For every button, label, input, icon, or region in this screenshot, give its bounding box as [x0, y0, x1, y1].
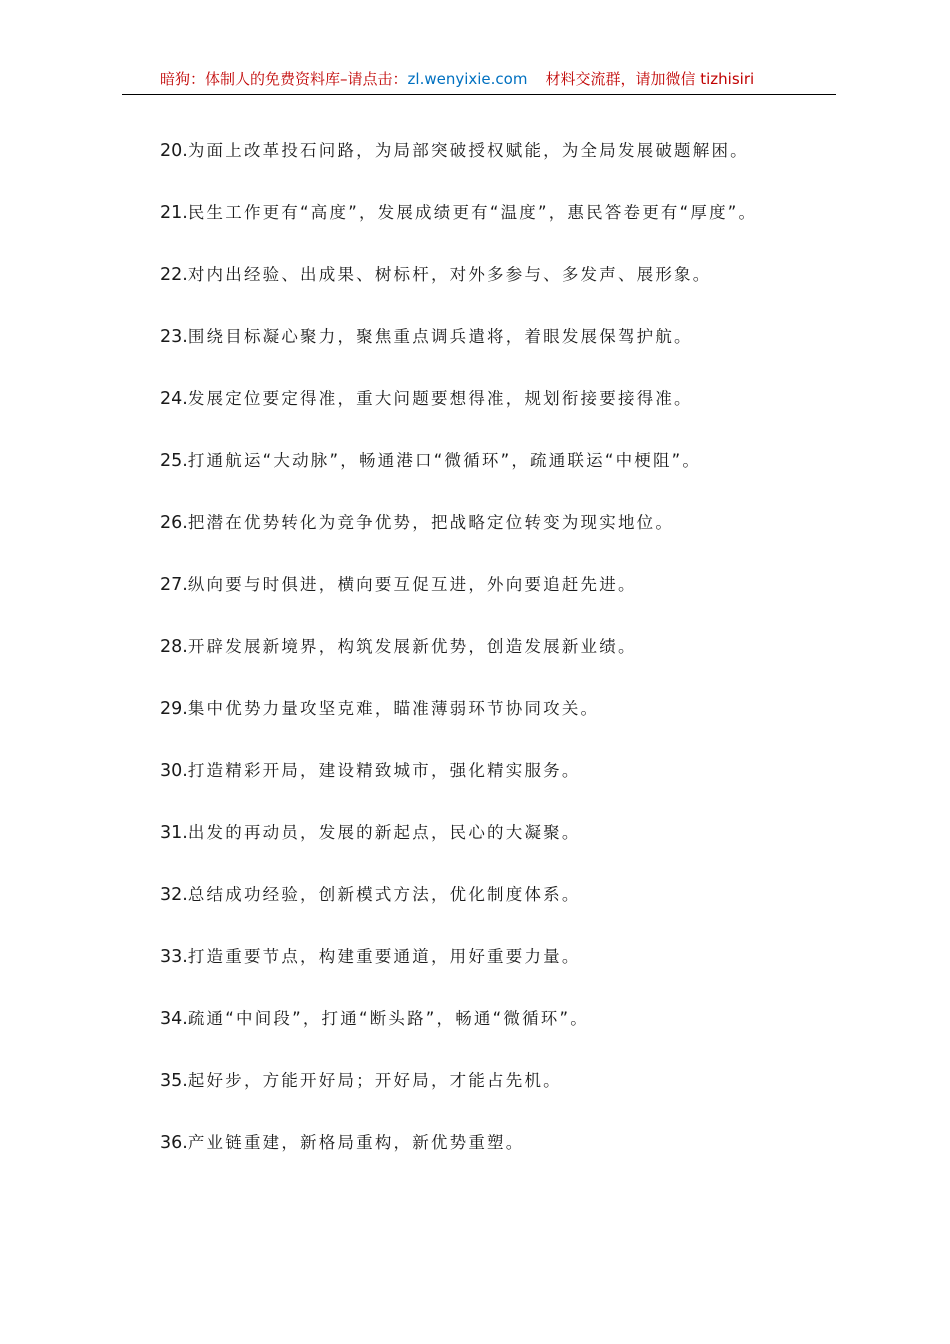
item-number: 29. — [160, 699, 188, 719]
item-text: 产业链重建，新格局重构，新优势重塑。 — [187, 1133, 525, 1152]
item-text: 打造精彩开局，建设精致城市，强化精实服务。 — [187, 761, 581, 780]
header-group-info: 材料交流群，请加微信 tizhisiri — [545, 70, 755, 88]
list-item — [160, 260, 840, 322]
header-prompt: –请点击： — [340, 70, 408, 88]
list-item — [160, 384, 840, 446]
header-site-name: 暗狗：体制人的免费资料库 — [160, 70, 341, 88]
list-item — [160, 446, 840, 508]
list-item — [160, 570, 840, 632]
list-item — [160, 1004, 840, 1066]
item-text: 集中优势力量攻坚克难，瞄准薄弱环节协同攻关。 — [187, 699, 600, 718]
item-number: 31. — [160, 823, 188, 843]
list-item — [160, 198, 840, 260]
list-item — [160, 880, 840, 942]
list-item — [160, 756, 840, 818]
item-number: 28. — [160, 637, 188, 657]
item-text: 围绕目标凝心聚力，聚焦重点调兵遣将，着眼发展保驾护航。 — [187, 327, 693, 346]
item-text: 疏通“中间段”，打通“断头路”，畅通“微循环”。 — [187, 1009, 589, 1028]
item-text: 打通航运“大动脉”，畅通港口“微循环”，疏通联运“中梗阻”。 — [187, 451, 702, 470]
item-text: 民生工作更有“高度”，发展成绩更有“温度”，惠民答卷更有“厚度”。 — [187, 203, 758, 222]
list-item — [160, 942, 840, 1004]
item-number: 23. — [160, 327, 188, 347]
item-number: 27. — [160, 575, 188, 595]
item-text: 起好步，方能开好局；开好局，才能占先机。 — [187, 1071, 562, 1090]
item-number: 33. — [160, 947, 188, 967]
list-item — [160, 632, 840, 694]
item-number: 25. — [160, 451, 188, 471]
item-text: 出发的再动员，发展的新起点，民心的大凝聚。 — [187, 823, 581, 842]
item-number: 32. — [160, 885, 188, 905]
item-text: 开辟发展新境界，构筑发展新优势，创造发展新业绩。 — [187, 637, 637, 656]
item-text: 发展定位要定得准，重大问题要想得准，规划衔接要接得准。 — [187, 389, 693, 408]
item-text: 打造重要节点，构建重要通道，用好重要力量。 — [187, 947, 581, 966]
list-item — [160, 508, 840, 570]
list-item — [160, 322, 840, 384]
item-number: 21. — [160, 203, 188, 223]
header-url-link[interactable]: zl.wenyixie.com — [407, 70, 528, 88]
list-item — [160, 818, 840, 880]
item-number: 22. — [160, 265, 188, 285]
item-number: 26. — [160, 513, 188, 533]
item-list — [160, 136, 840, 1190]
item-number: 30. — [160, 761, 188, 781]
item-number: 34. — [160, 1009, 188, 1029]
item-number: 24. — [160, 389, 188, 409]
item-text: 对内出经验、出成果、树标杆，对外多参与、多发声、展形象。 — [187, 265, 712, 284]
list-item — [160, 1128, 840, 1190]
item-text: 把潜在优势转化为竞争优势，把战略定位转变为现实地位。 — [187, 513, 675, 532]
list-item — [160, 136, 840, 198]
item-text: 纵向要与时俱进，横向要互促互进，外向要追赶先进。 — [187, 575, 637, 594]
item-number: 20. — [160, 141, 188, 161]
item-number: 35. — [160, 1071, 188, 1091]
item-number: 36. — [160, 1133, 188, 1153]
item-text: 总结成功经验，创新模式方法，优化制度体系。 — [187, 885, 581, 904]
item-text: 为面上改革投石问路，为局部突破授权赋能，为全局发展破题解困。 — [187, 141, 749, 160]
page-header — [122, 68, 836, 95]
list-item — [160, 1066, 840, 1128]
list-item — [160, 694, 840, 756]
